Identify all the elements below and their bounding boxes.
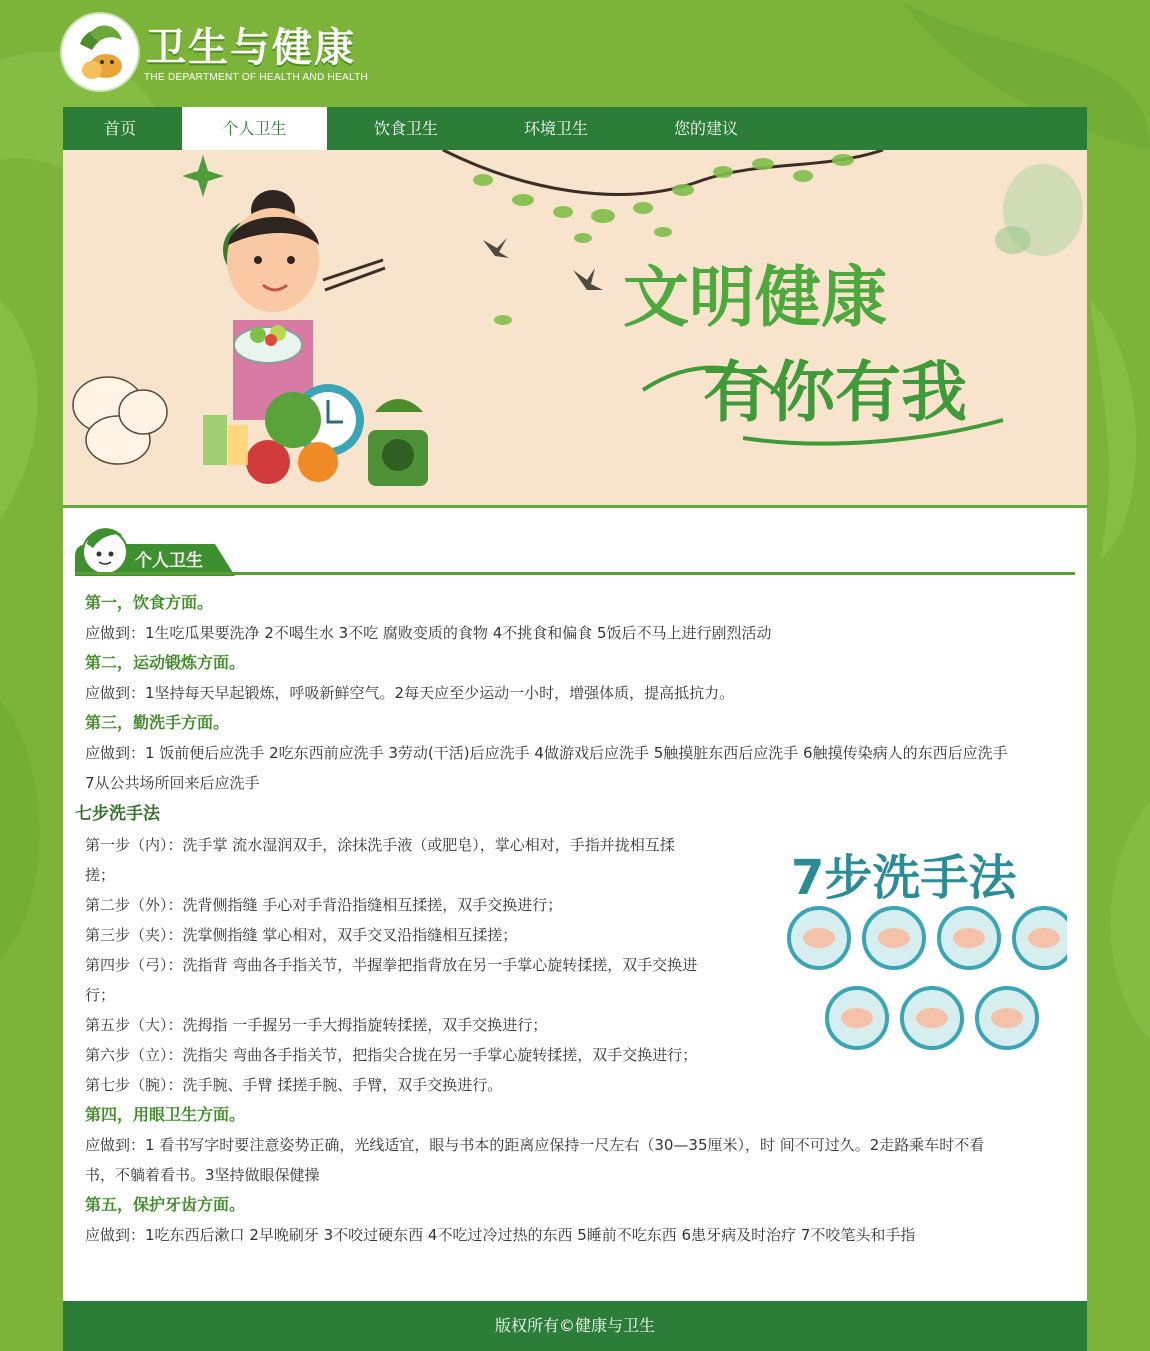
nav-item-personal-hygiene[interactable]: 个人卫生 bbox=[182, 107, 327, 150]
seven-steps-list bbox=[85, 830, 755, 1100]
paragraph-eye-care-2: 书，不躺着看书。3坚持做眼保健操 bbox=[85, 1166, 320, 1184]
step-item: 第五步（大）：洗拇指 一手握另一手大拇指旋转揉搓，双手交换进行； bbox=[85, 1016, 548, 1034]
paragraph-teeth-care: 应做到：1吃东西后漱口 2早晚刷牙 3不咬过硬东西 4不吃过冷过热的东西 5睡前不吃东西 6患牙病及时治疗 7不咬笔头和手指 bbox=[85, 1226, 916, 1244]
handwash-poster bbox=[777, 838, 1067, 1070]
nav-item-food-hygiene[interactable]: 饮食卫生 bbox=[373, 119, 438, 138]
heading-eye-care: 第四，用眼卫生方面。 bbox=[85, 1105, 246, 1124]
step-item-cont: 搓； bbox=[85, 866, 116, 884]
step-item-cont: 行； bbox=[85, 986, 116, 1004]
site-footer: 版权所有©健康与卫生 bbox=[63, 1301, 1087, 1351]
heading-exercise: 第二，运动锻炼方面。 bbox=[85, 653, 246, 672]
main-content bbox=[63, 508, 1087, 1301]
banner-slogan-line1: 文明健康 bbox=[623, 259, 887, 336]
step-item: 第一步（内）：洗手掌 流水湿润双手，涂抹洗手液（或肥皂），掌心相对，手指并拢相互揉 bbox=[85, 836, 675, 854]
heading-teeth-care: 第五，保护牙齿方面。 bbox=[85, 1195, 246, 1214]
step-item: 第六步（立）：洗指尖 弯曲各手指关节，把指尖合拢在另一手掌心旋转揉搓，双手交换进行； bbox=[85, 1046, 698, 1064]
section-title: 个人卫生 bbox=[135, 551, 203, 571]
site-subtitle: THE DEPARTMENT OF HEALTH AND HEALTH bbox=[144, 72, 369, 83]
logo-icon bbox=[62, 14, 138, 90]
banner-slogan-line2: 有你有我 bbox=[703, 354, 967, 431]
paragraph-handwashing-1: 应做到：1 饭前便后应洗手 2吃东西前应洗手 3劳动(干活)后应洗手 4做游戏后应洗手 5触摸脏东西后应洗手 6触摸传染病人的东西后应洗手 bbox=[85, 744, 1008, 762]
step-item: 第三步（夹）：洗掌侧指缝 掌心相对，双手交叉沿指缝相互揉搓； bbox=[85, 926, 518, 944]
nav-item-environment-hygiene[interactable]: 环境卫生 bbox=[523, 119, 588, 138]
heading-seven-steps: 七步洗手法 bbox=[75, 804, 160, 824]
step-item: 第二步（外）：洗背侧指缝 手心对手背沿指缝相互揉搓，双手交换进行； bbox=[85, 896, 563, 914]
paragraph-diet: 应做到：1生吃瓜果要洗净 2不喝生水 3不吃 腐败变质的食物 4不挑食和偏食 5饭后不马上进行剧烈活动 bbox=[85, 624, 772, 642]
site-logo[interactable] bbox=[62, 14, 138, 90]
heading-handwashing: 第三，勤洗手方面。 bbox=[85, 713, 230, 732]
paragraph-handwashing-2: 7从公共场所回来后应洗手 bbox=[85, 774, 260, 792]
site-title: 卫生与健康 bbox=[146, 24, 356, 71]
paragraph-eye-care-1: 应做到：1 看书写字时要注意姿势正确，光线适宜，眼与书本的距离应保持一尺左右（30—35厘米），时 间不可过久。2走路乘车时不看 bbox=[85, 1136, 985, 1154]
section-rule bbox=[75, 572, 1075, 575]
paragraph-exercise: 应做到：1坚持每天早起锻炼，呼吸新鲜空气。2每天应至少运动一小时，增强体质，提高抵抗力。 bbox=[85, 684, 735, 702]
poster-title: 7步洗手法 bbox=[791, 850, 1017, 906]
nav-item-home[interactable]: 首页 bbox=[103, 119, 136, 138]
nav-item-suggestions[interactable]: 您的建议 bbox=[673, 119, 738, 138]
site-header bbox=[62, 10, 462, 94]
main-nav bbox=[63, 107, 1087, 150]
step-item: 第七步（腕）：洗手腕、手臂 揉搓手腕、手臂，双手交换进行。 bbox=[85, 1076, 503, 1094]
hero-banner bbox=[63, 150, 1087, 505]
step-item: 第四步（弓）：洗指背 弯曲各手指关节，半握拳把指背放在另一手掌心旋转揉搓，双手交换进 bbox=[85, 956, 698, 974]
banner-illustration bbox=[63, 150, 1087, 505]
heading-diet: 第一，饮食方面。 bbox=[85, 593, 214, 612]
